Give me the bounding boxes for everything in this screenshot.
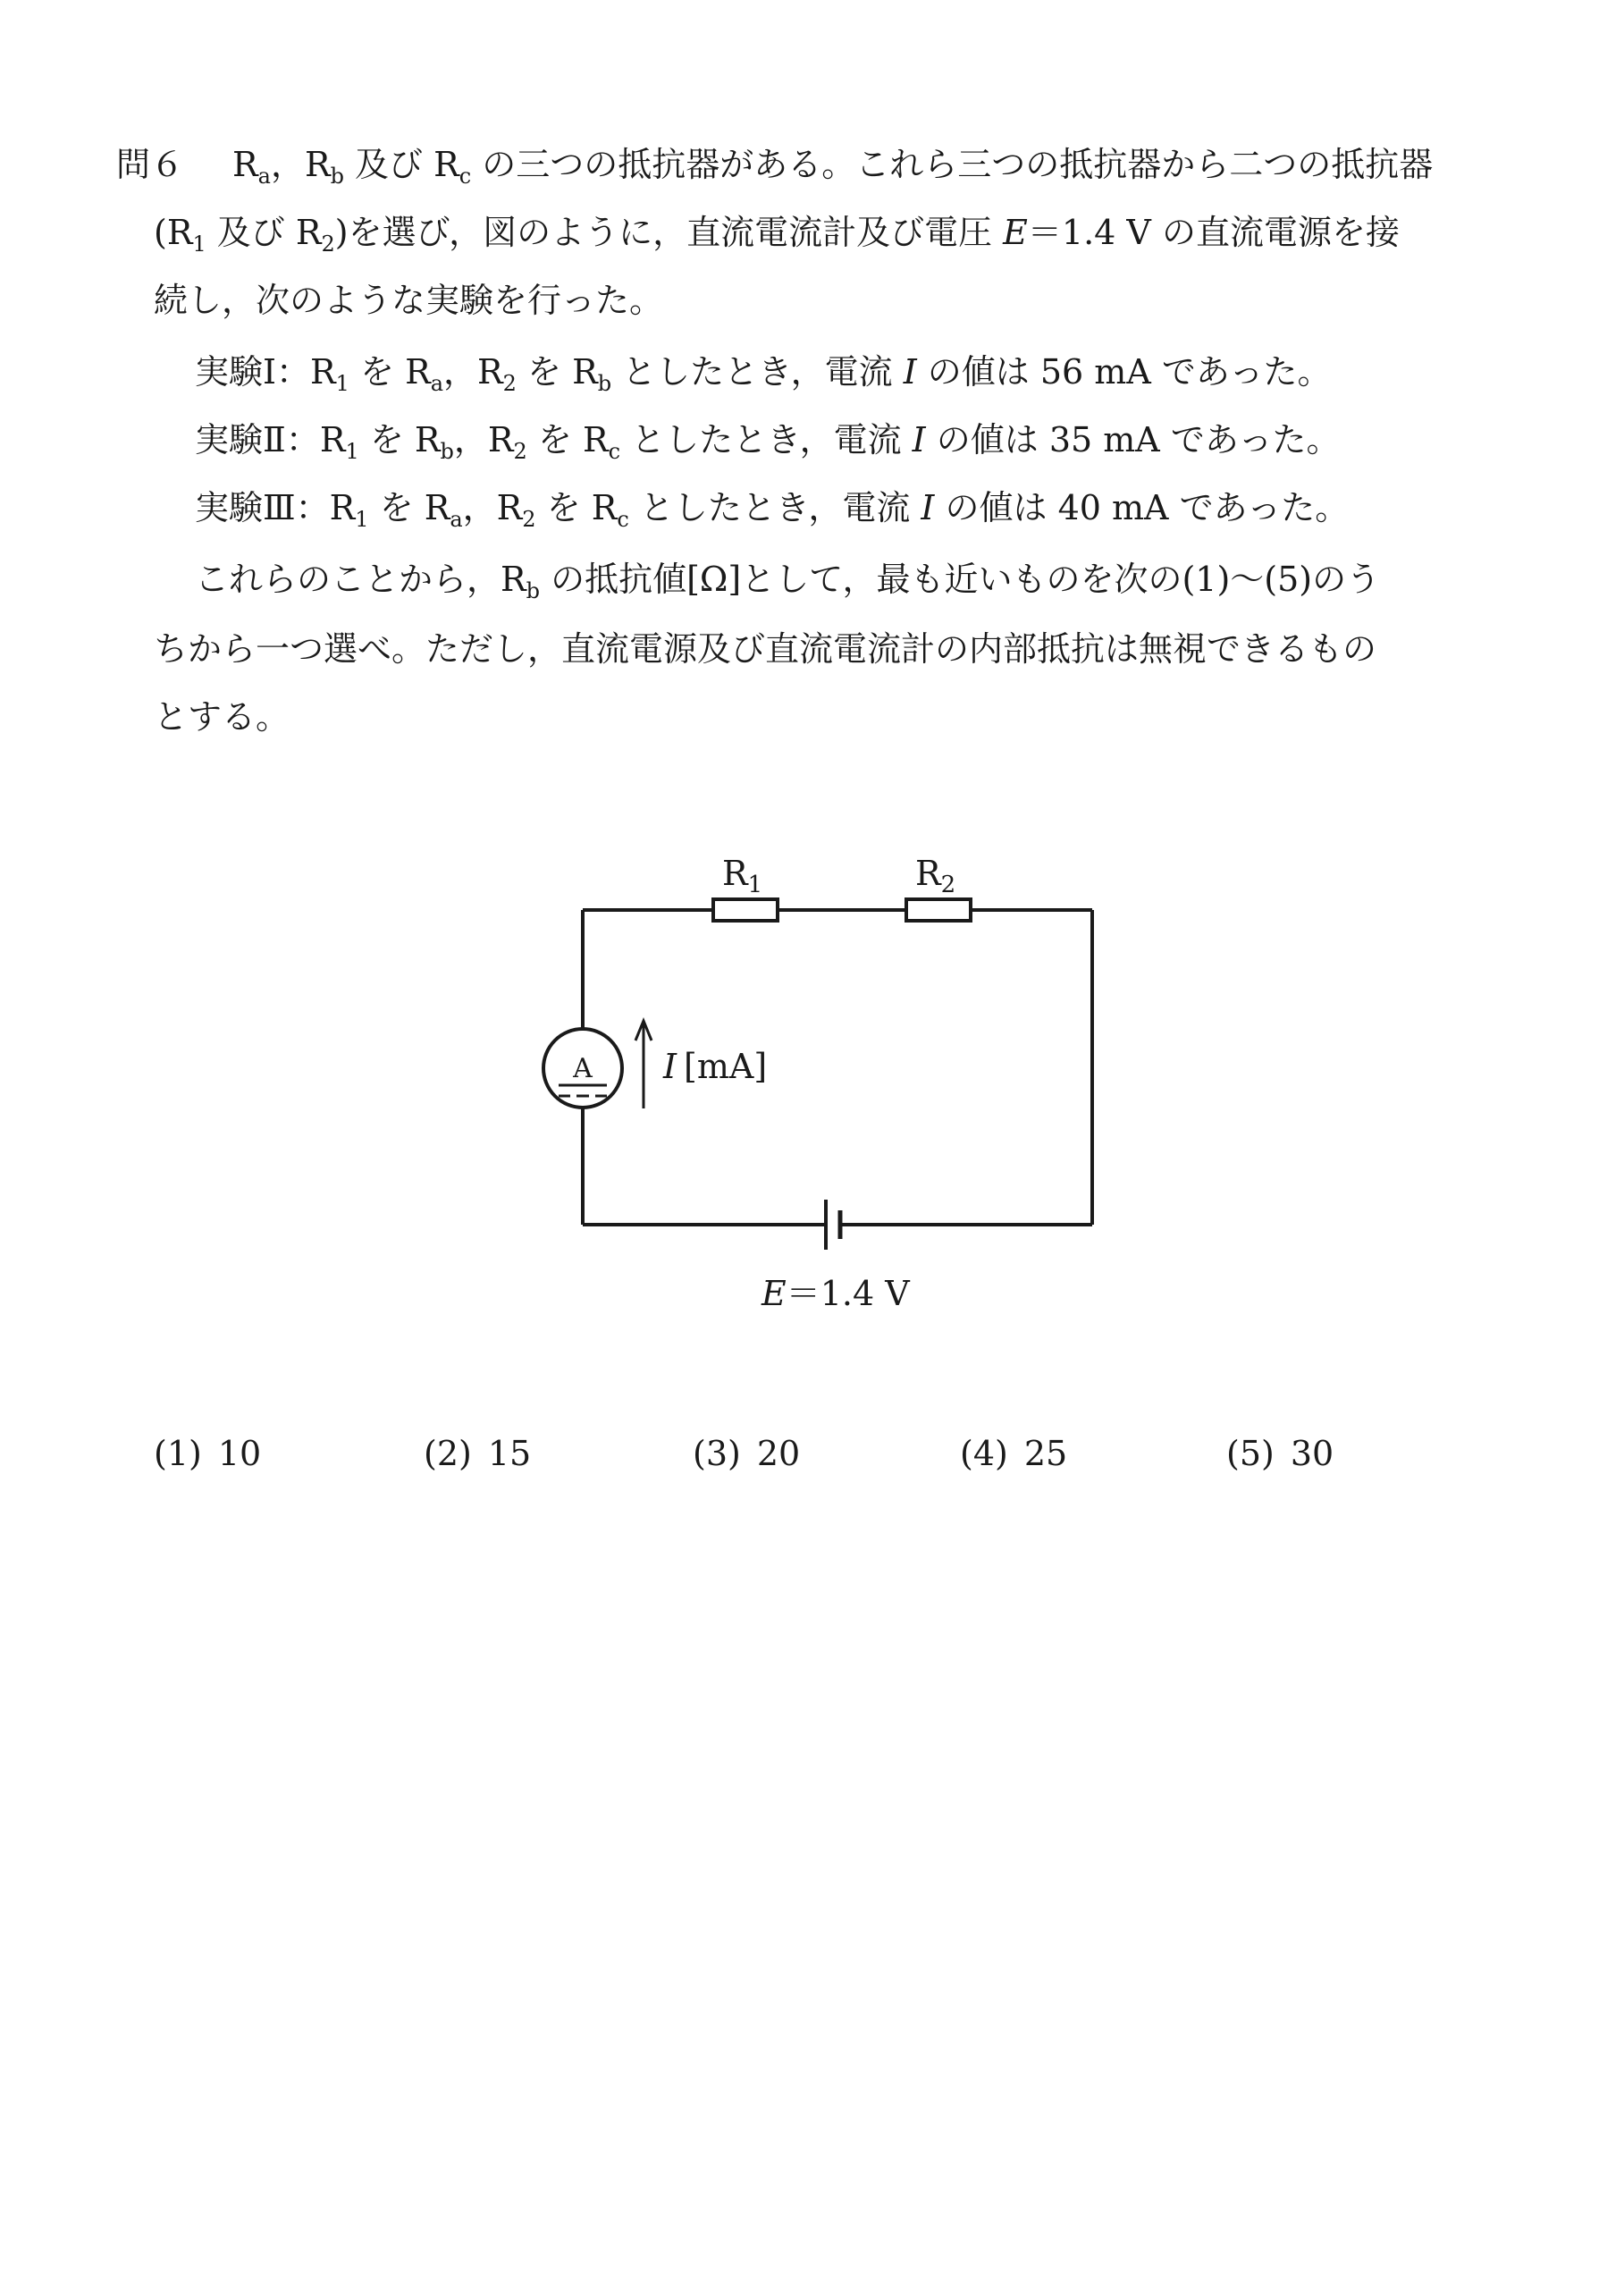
subscript: a	[257, 164, 271, 189]
text-segment: を R	[368, 488, 450, 527]
text-segment: ＝1.4 V の直流電源を接	[1027, 213, 1400, 252]
choice-value: 10	[217, 1434, 262, 1473]
text-segment: の値は 40 mA であった。	[934, 488, 1350, 527]
text-segment: 及び R	[206, 213, 322, 252]
subscript: 2	[321, 232, 335, 257]
choice-1[interactable]	[154, 1430, 261, 1477]
choice-number: (4)	[960, 1434, 1008, 1473]
choice-4[interactable]	[960, 1430, 1067, 1477]
choice-number: (2)	[424, 1434, 472, 1473]
text-segment: これらのことから，R	[195, 560, 526, 599]
subscript: 2	[513, 439, 527, 464]
question-line-1	[116, 141, 1433, 188]
text-segment: )を選び，図のように，直流電流計及び電圧	[334, 213, 1004, 252]
answer-choices	[154, 1430, 1405, 1484]
subscript: 1	[335, 371, 349, 396]
text-segment: としたとき，電流	[628, 488, 921, 527]
subscript: c	[459, 164, 472, 189]
text-segment: を R	[349, 352, 431, 392]
experiment-1	[195, 349, 1332, 395]
choice-value: 25	[1023, 1434, 1068, 1473]
resistor-r1	[713, 899, 778, 921]
subscript: b	[597, 371, 612, 396]
text-segment: ，R	[443, 352, 503, 392]
subscript: b	[330, 164, 344, 189]
choice-number: (5)	[1226, 1434, 1275, 1473]
emf-label: E＝1.4 V	[762, 1274, 910, 1313]
text-segment: を R	[526, 420, 609, 459]
text-segment: 実験Ⅲ：R	[195, 488, 356, 527]
choice-3[interactable]	[693, 1430, 800, 1477]
text-segment: を R	[535, 488, 618, 527]
text-segment: を R	[358, 420, 441, 459]
r1-label: $R_1$	[722, 854, 763, 898]
subscript: 1	[345, 439, 359, 464]
text-segment: を R	[516, 352, 598, 392]
resistor-r2	[906, 899, 971, 921]
choice-value: 20	[756, 1434, 801, 1473]
text-segment: ，R	[270, 145, 331, 184]
text-segment: 及び R	[343, 145, 459, 184]
text-segment: の抵抗値[Ω]として，最も近いものを次の(1)～(5)のう	[540, 560, 1381, 599]
r2-label: $R_2$	[915, 854, 956, 898]
subscript: a	[450, 507, 463, 532]
question-number: 問６	[116, 145, 185, 184]
question-intro	[232, 145, 1434, 189]
question-line-2	[154, 209, 1400, 256]
math-symbol: I	[921, 488, 935, 527]
text-segment: としたとき，電流	[611, 352, 904, 392]
choice-2[interactable]	[424, 1430, 531, 1477]
text-segment: としたとき，電流	[620, 420, 913, 459]
current-label: I [mA]	[663, 1047, 768, 1086]
choice-5[interactable]	[1226, 1430, 1334, 1477]
subscript: c	[608, 439, 621, 464]
text-segment: 実験Ⅰ：R	[195, 352, 336, 392]
question-line-3: 続し，次のような実験を行った。	[154, 281, 664, 320]
subscript: 1	[355, 507, 369, 532]
subscript: c	[617, 507, 629, 532]
text-segment: の三つの抵抗器がある。これら三つの抵抗器から二つの抵抗器	[471, 145, 1434, 184]
subscript: b	[440, 439, 454, 464]
text-segment: (R	[154, 213, 193, 252]
text-segment: の値は 56 mA であった。	[916, 352, 1332, 392]
ammeter-label: A	[573, 1053, 593, 1084]
choice-value: 15	[487, 1434, 532, 1473]
question-ask-line-1	[195, 556, 1380, 602]
circuit-diagram	[518, 831, 1144, 1332]
subscript: 1	[192, 232, 206, 257]
subscript: a	[430, 371, 443, 396]
choice-value: 30	[1290, 1434, 1334, 1473]
experiment-2	[195, 417, 1340, 463]
experiment-3	[195, 484, 1349, 531]
text-segment: ，R	[453, 420, 514, 459]
subscript: b	[526, 578, 540, 603]
subscript: 2	[502, 371, 517, 396]
text-segment: R	[232, 145, 258, 184]
math-symbol: E	[1003, 213, 1028, 252]
text-segment: の値は 35 mA であった。	[925, 420, 1341, 459]
choice-number: (3)	[693, 1434, 741, 1473]
choice-number: (1)	[154, 1434, 202, 1473]
subscript: 2	[522, 507, 536, 532]
math-symbol: I	[912, 420, 926, 459]
math-symbol: I	[903, 352, 917, 392]
question-ask-line-2: ちから一つ選べ。ただし，直流電源及び直流電流計の内部抵抗は無視できるもの	[154, 629, 1377, 669]
question-ask-line-3: とする。	[154, 697, 290, 737]
text-segment: ，R	[462, 488, 523, 527]
text-segment: 実験Ⅱ：R	[195, 420, 346, 459]
